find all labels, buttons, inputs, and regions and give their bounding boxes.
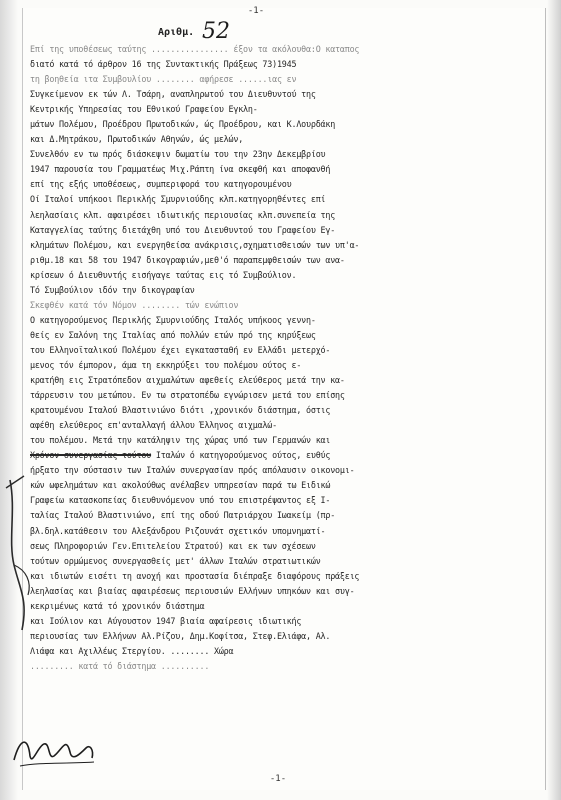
margin-annotation-mark bbox=[2, 470, 42, 640]
line-text: τη βοηθεία ιτα Συμβουλίου ........ αφήρεσε ......ιας εν bbox=[30, 74, 297, 85]
line-text: του Ελληνοϊταλικού Πολέμου έχει εγκατασταθή εν Ελλάδι μετερχό- bbox=[30, 344, 331, 355]
document-line bbox=[30, 599, 530, 614]
line-text: περιουσίας των Ελλήνων Αλ.Ρίζου, Δημ.Κοφίτσα, Στεφ.Ελιάφα, Αλ. bbox=[30, 630, 331, 641]
line-text: τούτων ορμώμενος συνεργασθείς μετ' άλλων Ιταλών στρατιωτικών bbox=[30, 555, 321, 566]
document-line bbox=[30, 208, 530, 223]
line-text: βλ.δηλ.κατάθεσιν του Αλεξάνδρου Ριζουνάτ σχετικόν υπομνηματί- bbox=[30, 525, 326, 536]
line-text: αφέθη ελεύθερος επ'ανταλλαγή άλλου Έλληνος αιχμαλώ- bbox=[30, 420, 277, 431]
line-text: θείς εν Σαλόνη της Ιταλίας από πολλών ετών πρό της κηρύξεως bbox=[30, 329, 316, 340]
line-text: Ο κατηγορούμενος Περικλής Σμυρνιούδης Ιταλός υπήκοος γεννη- bbox=[30, 314, 316, 325]
document-line bbox=[30, 313, 530, 328]
handwritten-signature bbox=[10, 726, 98, 770]
line-text: διατό κατά τό άρθρον 16 της Συντακτικής Πράξεως 73)1945 bbox=[30, 59, 297, 70]
line-text: και Ιούλιον και Αύγουστον 1947 βιαία αφαίρεσις ιδιωτικής bbox=[30, 615, 302, 626]
document-line bbox=[30, 42, 530, 57]
document-line bbox=[30, 433, 530, 448]
document-line bbox=[30, 87, 530, 102]
document-line bbox=[30, 177, 530, 192]
line-text: Κεντρικής Υπηρεσίας του Εθνικού Γραφείου Εγκλη- bbox=[30, 104, 258, 115]
line-text: Ιταλών ό κατηγορούμενος ούτος, ευθύς bbox=[155, 450, 331, 461]
line-text: Οί Ιταλοί υπήκοοι Περικλής Σμυρνιούδης κλπ.κατηγορηθέντες επί bbox=[30, 194, 326, 205]
scan-edge-shadow-left bbox=[0, 0, 18, 800]
document-line bbox=[30, 493, 530, 508]
line-text: και Δ.Μητράκου, Πρωτοδικών Αθηνών, ώς μελών, bbox=[30, 134, 244, 145]
line-text: μενος τόν έμπορον, άμα τη εκκηρύξει του πολέμου ούτος ε- bbox=[30, 359, 302, 370]
document-line bbox=[30, 192, 530, 207]
line-text: Καταγγελίας ταύτης διετάχθη υπό του Διευθυντού του Γραφείου Εγ- bbox=[30, 224, 336, 235]
decision-label: Αριθμ. bbox=[158, 27, 195, 38]
document-line bbox=[30, 298, 530, 313]
document-line bbox=[30, 253, 530, 268]
document-line bbox=[30, 508, 530, 523]
scan-edge-shadow-right bbox=[547, 0, 561, 800]
line-text: ριθμ.18 και 58 του 1947 δικογραφιών,μεθ'ό παραπεμφθεισών των ανα- bbox=[30, 254, 345, 265]
line-text: ......... κατά τό διάστημα .......... bbox=[30, 660, 210, 671]
document-line bbox=[30, 463, 530, 478]
document-line bbox=[30, 614, 530, 629]
document-line bbox=[30, 268, 530, 283]
line-text: ταλίας Ιταλού Βλαστινιώνο, επί της οδού Πατριάρχου Ιωακείμ (πρ- bbox=[30, 510, 336, 521]
page-number-top: -1- bbox=[247, 6, 265, 16]
line-text: 1947 παρουσία του Γραμματέως Μιχ.Ράπτη ίνα σκεφθή και αποφανθή bbox=[30, 164, 331, 175]
document-line bbox=[30, 373, 530, 388]
document-line bbox=[30, 388, 530, 403]
document-line bbox=[30, 403, 530, 418]
document-line bbox=[30, 644, 530, 659]
line-text: ήρξατο την σύστασιν των Ιταλών συνεργασίαν πρός απόλαυσιν οικονομι- bbox=[30, 465, 355, 476]
line-text: κλημάτων Πολέμου, και ενεργηθείσα ανάκρισις,σχηματισθεισών των υπ'α- bbox=[30, 239, 360, 250]
line-text: τάρρευσιν του μετώπου. Εν τω στρατοπέδω εγνώρισεν μετά του επίσης bbox=[30, 390, 345, 401]
document-line bbox=[30, 554, 530, 569]
document-line bbox=[30, 584, 530, 599]
document-line bbox=[30, 328, 530, 343]
struck-out-text: Χρόνον συνεργασίας τούτου bbox=[30, 450, 152, 461]
decision-number-handwritten: 52 bbox=[202, 19, 230, 44]
document-line bbox=[30, 57, 530, 72]
line-text: σεως Πληροφοριών Γεν.Επιτελείου Στρατού) και εκ των σχέσεων bbox=[30, 540, 316, 551]
document-line bbox=[30, 343, 530, 358]
document-line bbox=[30, 358, 530, 373]
document-line bbox=[30, 102, 530, 117]
line-text: κρίσεων ό Διευθυντής εισήγαγε ταύτας εις τό Συμβούλιον. bbox=[30, 269, 297, 280]
line-text: κεκριμένως κατά τό χρονικόν διάστημα bbox=[30, 600, 205, 611]
document-line bbox=[30, 132, 530, 147]
line-text: Γραφείω κατασκοπείας διευθυνόμενον υπό του επιστρέψαντος εξ Ι- bbox=[30, 495, 331, 506]
document-line bbox=[30, 569, 530, 584]
document-line bbox=[30, 448, 530, 463]
line-text: κρατήθη εις Στρατόπεδον αιχμαλώτων αφεθείς ελεύθερος μετά την κα- bbox=[30, 375, 345, 386]
line-text: Συνελθόν εν τω πρός διάσκεψιν δωματίω του την 23ην Δεκεμβρίου bbox=[30, 149, 326, 160]
document-line bbox=[30, 238, 530, 253]
line-text: του πολέμου. Μετά την κατάληψιν της χώρας υπό των Γερμανών και bbox=[30, 435, 331, 446]
document-line bbox=[30, 629, 530, 644]
document-line bbox=[30, 117, 530, 132]
line-text: και ιδιωτών εισέτι τη ανοχή και προστασία διέπραξε διαφόρους πράξεις bbox=[30, 570, 360, 581]
line-text: Επί της υποθέσεως ταύτης ................ έξον τα ακόλουθα:Ο καταπος bbox=[30, 44, 360, 54]
line-text: κρατουμένου Ιταλού Βλαστινιώνο διότι ,χρονικόν διάστημα, όστις bbox=[30, 405, 331, 416]
document-line bbox=[30, 478, 530, 493]
line-text: μάτων Πολέμου, Προέδρου Πρωτοδικών, ώς Προέδρου, και Κ.Λουρδάκη bbox=[30, 119, 336, 130]
typewritten-body bbox=[30, 42, 530, 674]
line-text: Συγκείμενον εκ τών Λ. Τσάρη, αναπληρωτού του Διευθυντού της bbox=[30, 89, 316, 100]
line-text: λεηλασίαις κλπ. αφαιρέσει ιδιωτικής περιουσίας κλπ.συνεπεία της bbox=[30, 209, 336, 220]
document-line bbox=[30, 147, 530, 162]
document-line bbox=[30, 524, 530, 539]
document-line bbox=[30, 223, 530, 238]
document-line bbox=[30, 659, 530, 674]
line-text: Λιάφα και Αχιλλέως Στεργίου. ........ Χώρα bbox=[30, 645, 234, 656]
line-text: Σκεφθέν κατά τόν Νόμον ........ τών ενώπιον bbox=[30, 299, 239, 310]
page-number-bottom: -1- bbox=[269, 774, 287, 784]
document-line bbox=[30, 283, 530, 298]
document-line bbox=[30, 539, 530, 554]
line-text: Τό Συμβούλιον ιδόν την δικογραφίαν bbox=[30, 284, 195, 295]
line-text: κών ωφελημάτων και ακολούθως ανέλαβεν υπηρεσίαν παρά τω Ειδικώ bbox=[30, 480, 331, 491]
line-text: λεηλασίας και βιαίας αφαιρέσεως περιουσιών Ελλήνων υπηκόων και συγ- bbox=[30, 585, 355, 596]
document-line bbox=[30, 72, 530, 87]
line-text: επί της εξής υποθέσεως, συμπεριφορά του κατηγορουμένου bbox=[30, 179, 292, 190]
document-line bbox=[30, 162, 530, 177]
document-line bbox=[30, 418, 530, 433]
